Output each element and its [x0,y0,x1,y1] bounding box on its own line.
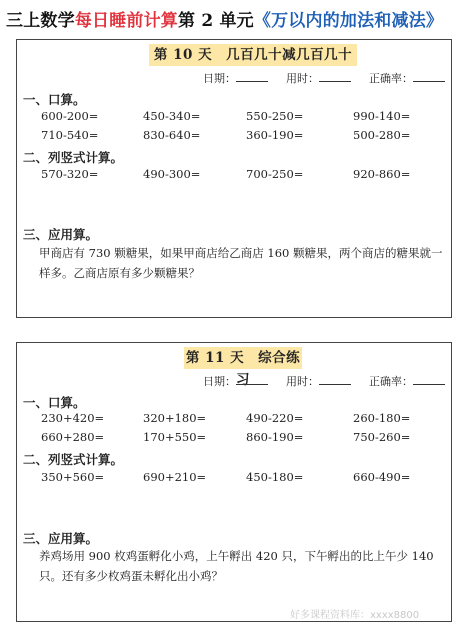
time-label: 用时： [286,72,319,85]
oral-item: 230+420= [41,411,105,425]
accuracy-blank[interactable] [413,375,445,385]
oral-item: 990-140= [353,109,411,123]
oral-item: 710-540= [41,128,99,142]
accuracy-label: 正确率： [369,72,413,85]
oral-item: 750-260= [353,430,411,444]
time-blank[interactable] [319,375,351,385]
worksheet-card-day-11 [16,342,452,622]
vertical-item: 570-320= [41,167,99,181]
time-blank[interactable] [319,72,351,82]
oral-item: 260-180= [353,411,411,425]
date-blank[interactable] [236,375,268,385]
card-title: 第 11 天 综合练习 [184,347,302,369]
accuracy-blank[interactable] [413,72,445,82]
word-problem-text: 养鸡场用 900 枚鸡蛋孵化小鸡，上午孵出 420 只，下午孵出的比上午少 140 只。还有多少枚鸡蛋未孵化出小鸡？ [39,549,434,583]
section-vertical: 二、列竖式计算。 [23,452,124,467]
meta-fields [203,70,445,86]
header-unit: 第 2 单元 [178,11,254,31]
date-label: 日期： [203,375,236,388]
section-vertical: 二、列竖式计算。 [23,150,124,165]
header-grade: 三上数学 [6,11,75,31]
oral-item: 830-640= [143,128,201,142]
oral-item: 450-340= [143,109,201,123]
oral-item: 320+180= [143,411,207,425]
section-oral: 一、口算。 [23,92,86,107]
card-title: 第 10 天 几百几十减几百几十 [149,44,357,66]
date-blank[interactable] [236,72,268,82]
oral-item: 170+550= [143,430,207,444]
oral-item: 490-220= [246,411,304,425]
watermark: 好多课程资料库：xxxx8800 [290,610,420,621]
oral-item: 600-200= [41,109,99,123]
header-series: 每日睡前计算 [74,11,179,31]
vertical-item: 690+210= [143,470,207,484]
vertical-item: 660-490= [353,470,411,484]
section-word-problem: 三、应用算。 [23,227,99,242]
vertical-item: 920-860= [353,167,411,181]
vertical-item: 700-250= [246,167,304,181]
word-problem-text: 甲商店有 730 颗糖果，如果甲商店给乙商店 160 颗糖果，两个商店的糖果就一样多。乙商店原有多少颗糖果？ [39,246,443,280]
oral-item: 550-250= [246,109,304,123]
worksheet-card-day-10 [16,39,452,318]
oral-item: 500-280= [353,128,411,142]
section-oral: 一、口算。 [23,395,86,410]
accuracy-label: 正确率： [369,375,413,388]
section-word-problem: 三、应用算。 [23,531,99,546]
date-label: 日期： [203,72,236,85]
vertical-item: 450-180= [246,470,304,484]
header-topic: 《万以内的加法和减法》 [253,11,444,31]
vertical-item: 490-300= [143,167,201,181]
vertical-item: 350+560= [41,470,105,484]
oral-item: 660+280= [41,430,105,444]
oral-item: 860-190= [246,430,304,444]
oral-item: 360-190= [246,128,304,142]
time-label: 用时： [286,375,319,388]
meta-fields [203,373,445,389]
page-header [6,6,468,32]
